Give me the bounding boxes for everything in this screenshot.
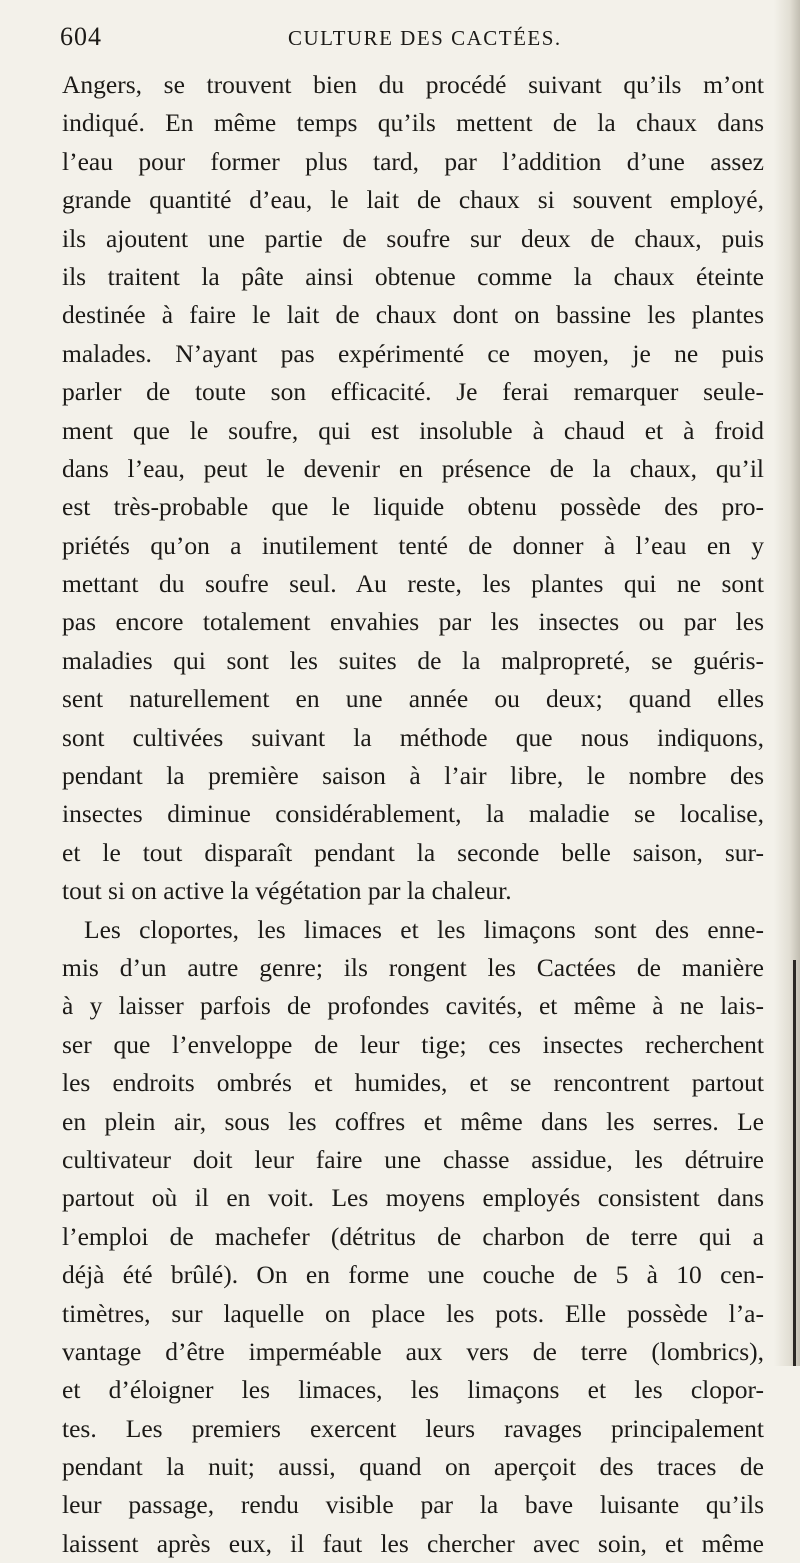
- text-line: mis d’un autre genre; ils rongent les Cactées de manière: [62, 952, 764, 982]
- text-line: priétés qu’on a inutilement tenté de donner à l’eau en y: [62, 530, 764, 560]
- text-line: pendant la première saison à l’air libre, le nombre des: [62, 761, 764, 791]
- text-line: vantage d’être imperméable aux vers de terre (lombrics),: [62, 1336, 764, 1366]
- text-line: parler de toute son efficacité. Je ferai remarquer seule-: [62, 377, 764, 407]
- text-line: destinée à faire le lait de chaux dont on bassine les plantes: [62, 300, 764, 330]
- text-line: pendant la nuit; aussi, quand on aperçoit des traces de: [62, 1452, 764, 1482]
- text-line: timètres, sur laquelle on place les pots. Elle possède l’a-: [62, 1298, 764, 1328]
- page-edge-line: [793, 960, 796, 1366]
- page-edge-shadow: [774, 0, 800, 1366]
- text-line: l’eau pour former plus tard, par l’addition d’une assez: [62, 146, 764, 176]
- text-line: leur passage, rendu visible par la bave luisante qu’ils: [62, 1490, 764, 1520]
- text-line: laissent après eux, il faut les chercher avec soin, et même: [62, 1528, 764, 1558]
- text-line: déjà été brûlé). On en forme une couche de 5 à 10 cen-: [62, 1260, 764, 1290]
- text-line: l’emploi de machefer (détritus de charbon de terre qui a: [62, 1221, 764, 1251]
- text-line: sont cultivées suivant la méthode que nous indiquons,: [62, 722, 764, 752]
- text-line: grande quantité d’eau, le lait de chaux si souvent employé,: [62, 185, 764, 215]
- text-line: est très-probable que le liquide obtenu possède des pro-: [62, 492, 764, 522]
- text-line: et d’éloigner les limaces, les limaçons et les clopor-: [62, 1375, 764, 1405]
- text-line: mettant du soufre seul. Au reste, les plantes qui ne sont: [62, 569, 764, 599]
- text-line: cultivateur doit leur faire une chasse assidue, les détruire: [62, 1144, 764, 1174]
- paragraph-start-line: Les cloportes, les limaces et les limaçons sont des enne-: [84, 914, 764, 944]
- text-line: en plein air, sous les coffres et même dans les serres. Le: [62, 1106, 764, 1136]
- text-line: à y laisser parfois de profondes cavités, et même à ne lais-: [62, 991, 764, 1021]
- text-line: pas encore totalement envahies par les insectes ou par les: [62, 607, 764, 637]
- text-line: tes. Les premiers exercent leurs ravages principalement: [62, 1413, 764, 1443]
- text-line: dans l’eau, peut le devenir en présence de la chaux, qu’il: [62, 453, 764, 483]
- text-line: malades. N’ayant pas expérimenté ce moyen, je ne puis: [62, 338, 764, 368]
- body-text: [62, 66, 764, 1563]
- text-line: ils ajoutent une partie de soufre sur deux de chaux, puis: [62, 223, 764, 253]
- text-line: et le tout disparaît pendant la seconde belle saison, sur-: [62, 837, 764, 867]
- running-head: CULTURE DES CACTÉES.: [288, 26, 562, 50]
- text-line: partout où il en voit. Les moyens employés consistent dans: [62, 1183, 764, 1213]
- text-line: indiqué. En même temps qu’ils mettent de la chaux dans: [62, 108, 764, 138]
- text-line: Angers, se trouvent bien du procédé suivant qu’ils m’ont: [62, 70, 764, 99]
- page-header: [60, 22, 740, 62]
- text-line: sent naturellement en une année ou deux; quand elles: [62, 684, 764, 714]
- text-line: ment que le soufre, qui est insoluble à chaud et à froid: [62, 415, 764, 445]
- text-line: insectes diminue considérablement, la maladie se localise,: [62, 799, 764, 829]
- text-line: ils traitent la pâte ainsi obtenue comme la chaux éteinte: [62, 261, 764, 291]
- text-line: les endroits ombrés et humides, et se rencontrent partout: [62, 1068, 764, 1098]
- text-line: ser que l’enveloppe de leur tige; ces insectes recherchent: [62, 1029, 764, 1059]
- paragraph-end-line: tout si on active la végétation par la chaleur.: [62, 876, 512, 906]
- page-number: 604: [60, 22, 102, 51]
- text-line: maladies qui sont les suites de la malpropreté, se guéris-: [62, 645, 764, 675]
